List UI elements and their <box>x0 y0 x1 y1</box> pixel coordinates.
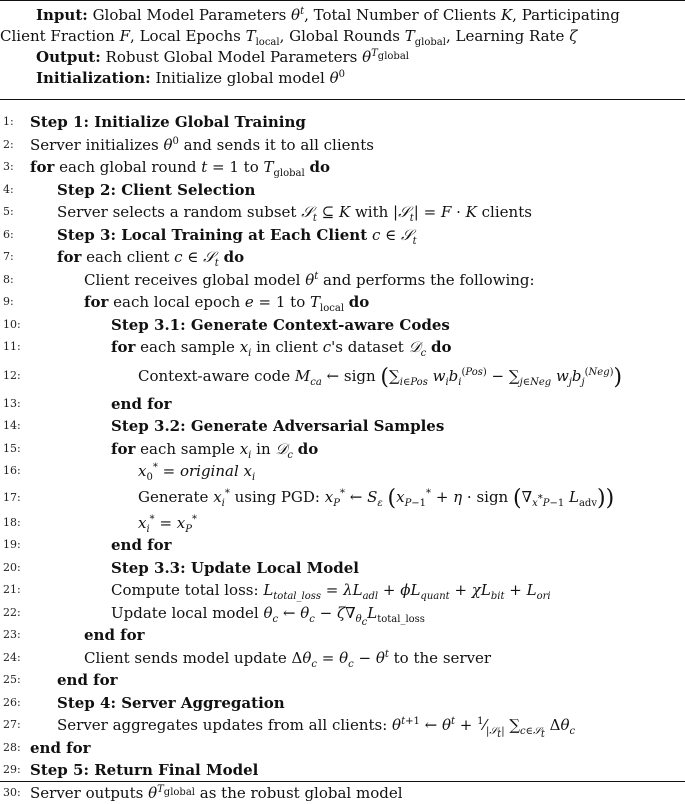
algo-line-19: 19: end for <box>0 534 685 557</box>
initialization-line: Initialization: Initialize global model $\theta^0$ <box>0 68 685 89</box>
algo-line-14: 14: Step 3.2: Generate Adversarial Samples <box>0 415 685 438</box>
algo-line-22: 22: Update local model $\theta_c$ ← $\theta_c - \zeta\nabla_{\theta_c}L_{total\_loss}$ <box>0 602 685 625</box>
algo-line-13: 13: end for <box>0 393 685 416</box>
algo-line-23: 23: end for <box>0 624 685 647</box>
algo-line-25: 25: end for <box>0 669 685 692</box>
algo-line-12: 12: Context-aware code $M_{ca}$ ← sign ($\sum_{i\in Pos}$ $w_ib_i^{(Pos)} - \sum_{j\in Neg}$ $w_jb_j^{(Neg)}$) <box>0 359 685 393</box>
algo-line-21: 21: Compute total loss: $L_{total\_loss} = \lambda L_{adl} + \phi L_{quant} + \chi L_{bit} + L_{ori}$ <box>0 579 685 602</box>
algo-line-26: 26: Step 4: Server Aggregation <box>0 692 685 715</box>
initialization-label: Initialization: <box>36 69 151 87</box>
algo-line-30: 30: Server outputs $\theta^{T_{global}}$ as the robust global model <box>0 782 685 804</box>
algorithm-header <box>0 5 685 89</box>
algo-line-20: 20: Step 3.3: Update Local Model <box>0 557 685 580</box>
top-rule <box>0 0 685 1</box>
algo-line-29: 29: Step 5: Return Final Model <box>0 759 685 782</box>
algo-line-9: 9: for each local epoch e = 1 to $T_{local}$ do <box>0 291 685 314</box>
algo-line-4: 4: Step 2: Client Selection <box>0 179 685 202</box>
algo-line-8: 8: Client receives global model $\theta^t$ and performs the following: <box>0 269 685 292</box>
algo-line-2: 2: Server initializes $\theta^0$ and sends it to all clients <box>0 134 685 157</box>
algo-line-15: 15: for each sample $x_i$ in 𝒟$_c$ do <box>0 438 685 461</box>
algo-line-16: 16: $x_0^*$ = original $x_i$ <box>0 460 685 483</box>
header-rule <box>0 99 685 100</box>
algorithm-body <box>0 111 685 804</box>
algo-line-1: 1: Step 1: Initialize Global Training <box>0 111 685 134</box>
algo-line-28: 28: end for <box>0 737 685 760</box>
algo-line-5: 5: Server selects a random subset 𝒮$_t$ ⊆ K with |𝒮$_t$| = F · K clients <box>0 201 685 224</box>
algo-line-17: 17: Generate $x_i^*$ using PGD: $x_P^*$ ← $S_\varepsilon$ ($x_{P-1}^* + \eta$ · sign ($\nabla_{x^*P-1}$ $L_{adv}$)) <box>0 483 685 512</box>
algo-line-6: 6: Step 3: Local Training at Each Client c ∈ 𝒮$_t$ <box>0 224 685 247</box>
algo-line-24: 24: Client sends model update $\Delta\theta_c = \theta_c - \theta^t$ to the server <box>0 647 685 670</box>
input-line-2: Client Fraction F, Local Epochs $T_{local}$, Global Rounds $T_{global}$, Learning Rate ζ <box>0 26 685 47</box>
algo-line-7: 7: for each client c ∈ 𝒮$_t$ do <box>0 246 685 269</box>
algo-line-3: 3: for each global round t = 1 to $T_{global}$ do <box>0 156 685 179</box>
input-label: Input: <box>36 6 88 24</box>
output-label: Output: <box>36 48 101 66</box>
output-line: Output: Robust Global Model Parameters $\theta^{T_{global}}$ <box>0 47 685 68</box>
input-line-1: Input: Global Model Parameters $\theta^t$, Total Number of Clients K, Participating <box>0 5 685 26</box>
algo-line-10: 10: Step 3.1: Generate Context-aware Codes <box>0 314 685 337</box>
algo-line-27: 27: Server aggregates updates from all clients: $\theta^{t+1}$ ← $\theta^t$ + $^1⁄_{|𝒮_t|}$ $\sum_{c\in 𝒮_t}$ $\Delta\theta_c$ <box>0 714 685 737</box>
algo-line-11: 11: for each sample $x_i$ in client c's dataset 𝒟$_c$ do <box>0 336 685 359</box>
algo-line-18: 18: $x_i^* = x_P^*$ <box>0 512 685 535</box>
